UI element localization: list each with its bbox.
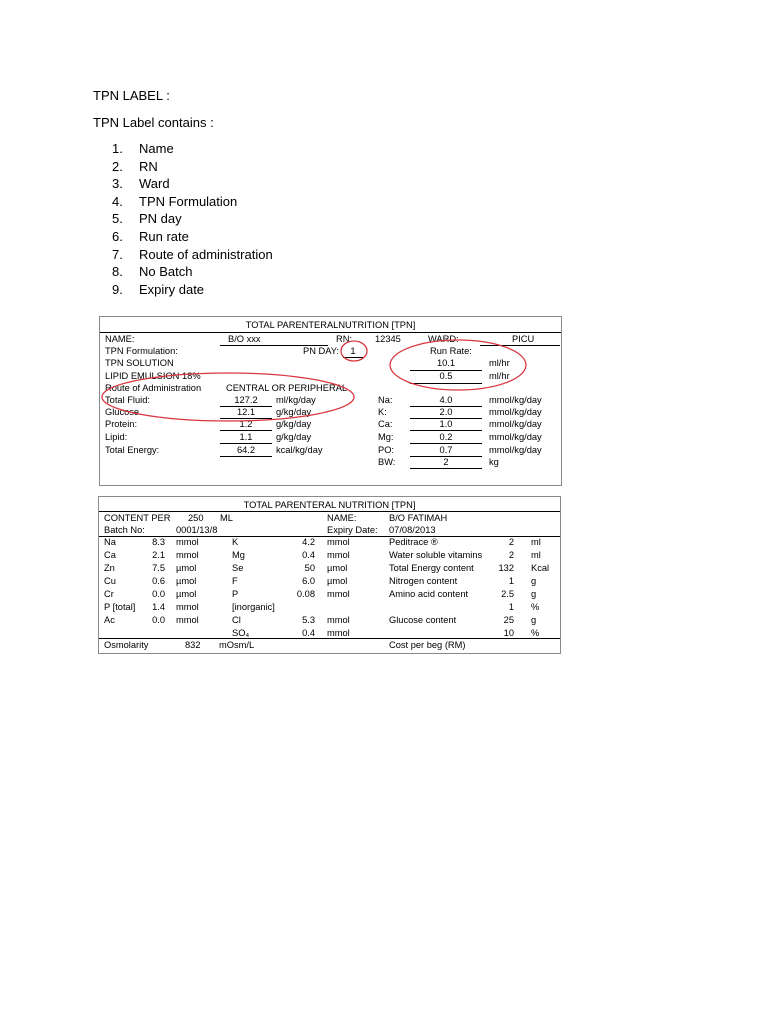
nutrient-value: 1.2	[239, 419, 253, 429]
content-per-unit: ML	[220, 513, 233, 523]
name-label: NAME:	[105, 334, 135, 344]
label-title: TOTAL PARENTERALNUTRITION [TPN]	[245, 320, 416, 330]
electrolyte-unit: kg	[489, 457, 499, 467]
rn-label: RN:	[336, 334, 353, 344]
list-item: 8. No Batch	[112, 264, 193, 280]
lipid-rate: 0.5	[439, 371, 453, 381]
content-per-value: 250	[188, 513, 204, 523]
rn-value: 12345	[375, 334, 401, 344]
formulation-label: TPN Formulation:	[105, 346, 178, 356]
lipid-label: LIPID EMULSION 18%	[105, 371, 201, 381]
content-per-label: CONTENT PER	[104, 513, 171, 523]
label-contents-list	[112, 140, 273, 298]
osmolarity-label: Osmolarity	[104, 640, 149, 650]
value-underline	[410, 443, 482, 444]
electrolyte-unit: mmol/kg/day	[489, 407, 542, 417]
title-divider	[99, 511, 560, 512]
list-item: 1. Name	[112, 141, 174, 156]
electrolyte-value: 4.0	[439, 395, 453, 405]
electrolyte-unit: mmol/kg/day	[489, 432, 542, 442]
electrolyte-value: 2.0	[439, 407, 453, 417]
tpn-label-example	[99, 316, 562, 486]
list-item: 9. Expiry date	[112, 281, 205, 297]
name-value: B/O xxx	[228, 334, 261, 344]
nutrient-value: 64.2	[236, 445, 256, 455]
list-item: 2. RN	[112, 158, 158, 174]
electrolyte-label: PO:	[378, 445, 395, 455]
tpn-solution-unit: ml/hr	[489, 358, 510, 368]
value-underline	[220, 430, 272, 431]
list-item: 7. Route of administration	[112, 246, 273, 262]
value-underline	[410, 468, 482, 469]
tpn-solution-label: TPN SOLUTION	[105, 358, 174, 368]
nutrient-value: 12.1	[236, 407, 256, 417]
nutrient-label: Total Energy:	[105, 445, 160, 455]
lipid-rate-underline	[410, 383, 482, 384]
nutrient-label: Total Fluid:	[105, 395, 150, 405]
electrolyte-unit: mmol/kg/day	[489, 395, 542, 405]
nutrient-unit: g/kg/day	[276, 407, 312, 417]
electrolyte-value: 0.7	[439, 445, 453, 455]
pn-day-underline	[343, 357, 363, 358]
value-underline	[220, 443, 272, 444]
page-subheading: TPN Label contains :	[93, 115, 214, 130]
electrolyte-label: Na:	[378, 395, 393, 405]
list-item: 3. Ward	[112, 176, 170, 192]
ward-label: WARD:	[428, 334, 459, 344]
lipid-unit: ml/hr	[489, 371, 510, 381]
patient-name-label: NAME:	[327, 513, 357, 523]
nutrient-label: Protein:	[105, 419, 138, 429]
expiry-label: Expiry Date:	[327, 525, 378, 535]
list-item: 6. Run rate	[112, 228, 189, 244]
run-rate-label: Run Rate:	[430, 346, 472, 356]
osmolarity-unit: mOsm/L	[219, 640, 255, 650]
list-item: 5. PN day	[112, 211, 182, 227]
electrolyte-value: 1.0	[439, 419, 453, 429]
pn-day-label: PN DAY:	[303, 346, 339, 356]
batch-label: Batch No:	[104, 525, 145, 535]
nutrient-label: Glucose	[105, 407, 140, 417]
nutrient-unit: kcal/kg/day	[276, 445, 323, 455]
value-underline	[410, 430, 482, 431]
nutrient-unit: g/kg/day	[276, 419, 312, 429]
osmolarity-value: 832	[185, 640, 201, 650]
electrolyte-label: BW:	[378, 457, 396, 467]
pn-day-value: 1	[350, 346, 356, 356]
electrolyte-label: Ca:	[378, 419, 393, 429]
label-title: TOTAL PARENTERAL NUTRITION [TPN]	[243, 500, 416, 510]
nutrient-unit: ml/kg/day	[276, 395, 316, 405]
route-value: CENTRAL OR PERIPHERAL	[226, 383, 348, 393]
electrolyte-label: Mg:	[378, 432, 394, 442]
electrolyte-unit: mmol/kg/day	[489, 419, 542, 429]
tpn-solution-rate: 10.1	[436, 358, 456, 368]
ward-underline	[480, 345, 560, 346]
nutrient-label: Lipid:	[105, 432, 128, 442]
electrolyte-value: 2	[443, 457, 449, 467]
footer-divider	[99, 638, 560, 639]
route-label: Route of Administration	[105, 383, 202, 393]
electrolyte-unit: mmol/kg/day	[489, 445, 542, 455]
value-underline	[220, 456, 272, 457]
nutrient-value: 1.1	[239, 432, 253, 442]
nutrient-unit: g/kg/day	[276, 432, 312, 442]
title-divider	[100, 332, 561, 333]
page-heading: TPN LABEL :	[93, 88, 170, 103]
patient-name-value: B/O FATIMAH	[389, 513, 448, 523]
electrolyte-value: 0.2	[439, 432, 453, 442]
cost-label: Cost per beg (RM)	[389, 640, 466, 650]
nutrient-value: 127.2	[234, 395, 258, 405]
list-item: 4. TPN Formulation	[112, 193, 238, 209]
ward-value: PICU	[512, 334, 535, 344]
tpn-bag-label: TOTAL PARENTERAL NUTRITION [TPN] CONTENT PER 250 ML NAME: B/O FATIMAH Batch No: 0001/13/8 Expiry Date: 07/08/2013 Na 8.3 mmol K 4.2 mmol Peditrace ® 2 ml Ca 2.1 mmol Mg 0.4 mmol Water soluble vitamins 2 ml Zn 7.5 µmol Se 50 µmol Total Energy content 132 Kcal Cu 0.6 µmol F 6.0 µmol Nitrogen content 1 g Cr 0.0 µmol P 0.08 mmol Amino acid content 2.5 g P [total] 1.4 mmol [inorganic] 1 % Ac 0.0 mmol Cl 5.3 mmol Glucose content 25 g SO₄ 0.4 mmol 10 % Osmolarity 832 mOsm/L Cost per beg (RM)	[98, 496, 561, 654]
batch-value: 0001/13/8	[176, 525, 218, 535]
expiry-value: 07/08/2013	[389, 525, 436, 535]
electrolyte-label: K:	[378, 407, 387, 417]
